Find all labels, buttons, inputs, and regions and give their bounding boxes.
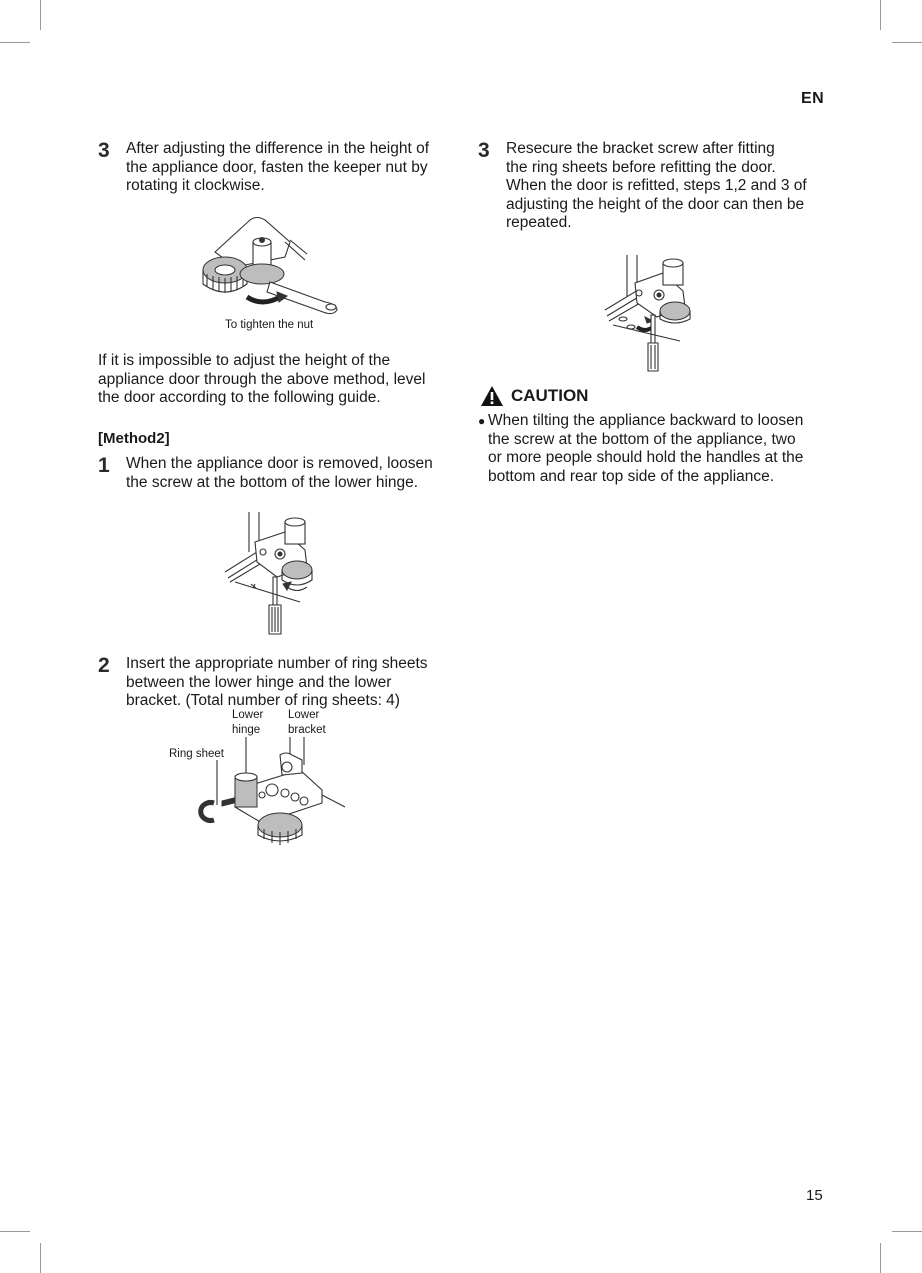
step-3-resecure-text	[506, 140, 807, 233]
text-line: When the door is refitted, steps 1,2 and 3 of	[506, 177, 807, 194]
text-line: appliance door through the above method, level	[98, 370, 426, 388]
caution-title: CAUTION	[511, 386, 589, 405]
crop-mark	[0, 1231, 30, 1232]
label-line: Lower	[232, 709, 264, 721]
text-line: the appliance door, fasten the keeper nut by	[126, 158, 428, 176]
text-line: the ring sheets before refitting the door.	[506, 158, 776, 176]
label-lower-hinge	[232, 708, 263, 738]
label-lower-bracket	[288, 708, 326, 738]
crop-mark	[880, 1243, 881, 1273]
crop-mark	[892, 42, 922, 43]
figure-caption: To tighten the nut	[225, 319, 314, 331]
text-line: When the appliance door is removed, loosen	[126, 455, 433, 472]
crop-mark	[892, 1231, 922, 1232]
text-line: repeated.	[506, 214, 572, 231]
step-number: 3	[98, 139, 110, 162]
resecure-screw-illustration	[605, 255, 700, 373]
step-1-text	[126, 455, 433, 492]
text-line: Resecure the bracket screw after fitting	[506, 140, 775, 157]
step-number: 3	[478, 139, 490, 162]
crop-mark	[40, 1243, 41, 1273]
text-line: the door according to the following guide.	[98, 389, 381, 406]
bullet-dot-icon: ●	[478, 414, 486, 428]
step-3-text	[126, 140, 429, 196]
text-line: the screw at the bottom of the appliance, two	[488, 430, 796, 448]
text-line: adjusting the height of the door can then be	[506, 195, 805, 213]
text-line: Insert the appropriate number of ring sheets	[126, 655, 428, 672]
ring-sheet-illustration	[190, 735, 350, 850]
crop-mark	[0, 42, 30, 43]
text-line: between the lower hinge and the lower	[126, 673, 392, 691]
label-line: hinge	[232, 724, 261, 736]
label-line: bracket	[288, 724, 326, 736]
label-line: Lower	[288, 709, 320, 721]
text-line: After adjusting the difference in the height of	[126, 140, 430, 157]
crop-mark	[880, 0, 881, 30]
step-number: 2	[98, 654, 110, 677]
text-line: or more people should hold the handles at the	[488, 449, 804, 466]
tighten-nut-illustration	[195, 212, 345, 317]
crop-mark	[40, 0, 41, 30]
step-number: 1	[98, 454, 110, 477]
label-ring-sheet: Ring sheet	[169, 748, 224, 760]
warning-icon	[480, 385, 504, 407]
text-line: rotating it clockwise.	[126, 177, 265, 194]
method-title: [Method2]	[98, 430, 170, 447]
page-number: 15	[806, 1187, 823, 1204]
language-tag: EN	[801, 90, 825, 107]
note-paragraph	[98, 352, 425, 408]
text-line: bracket. (Total number of ring sheets: 4)	[126, 692, 400, 709]
step-2-text	[126, 655, 428, 711]
text-line: If it is impossible to adjust the height of the	[98, 352, 391, 369]
loosen-screw-illustration	[225, 512, 320, 637]
text-line: When tilting the appliance backward to loosen	[488, 412, 804, 429]
text-line: bottom and rear top side of the appliance.	[488, 467, 775, 485]
text-line: the screw at the bottom of the lower hinge.	[126, 473, 419, 491]
caution-text	[488, 412, 803, 486]
